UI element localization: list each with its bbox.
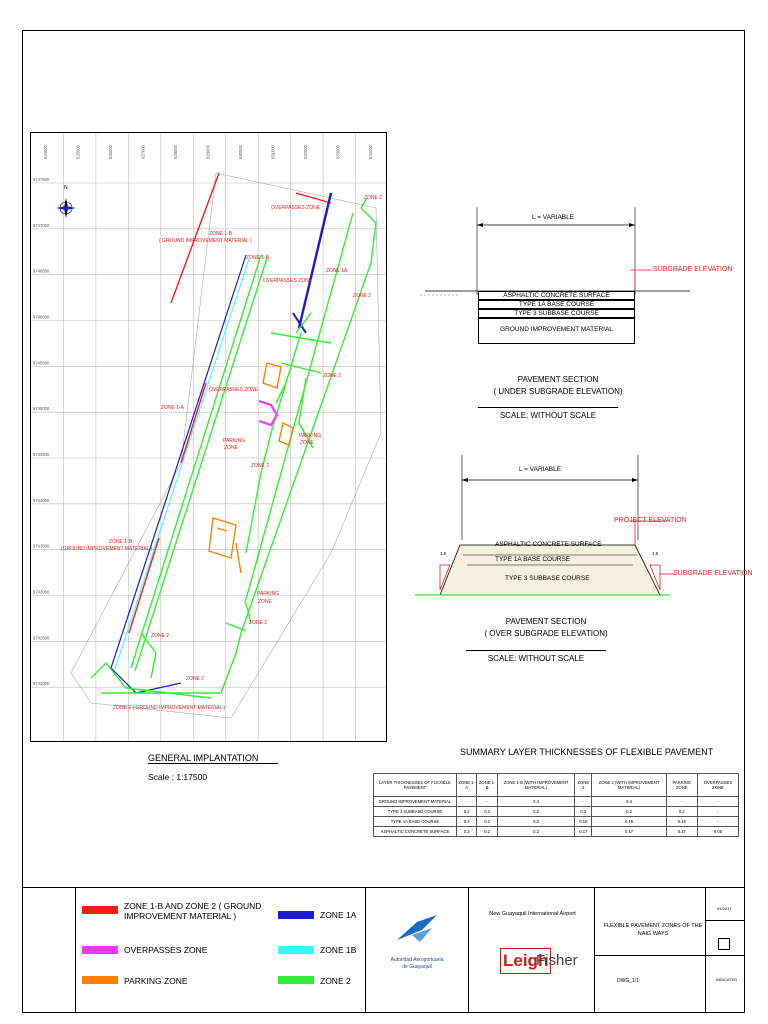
northing-label: 9743000 [33, 589, 50, 595]
zone-2-east2-label: ZONE 2 [323, 373, 342, 379]
section1-layer-base: TYPE 1A BASE COURSE [478, 300, 635, 309]
section1-layer-asphalt: ASPHALTIC CONCRETE SURFACE [478, 291, 635, 300]
table-cell: ASPHALTIC CONCRETE SURFACE [374, 827, 457, 837]
easting-label: 631000 [270, 145, 276, 159]
northing-label: 9747500 [33, 177, 50, 182]
section1-title: PAVEMENT SECTION [517, 375, 599, 384]
legend-label-zone-1b: ZONE 1B [320, 945, 357, 955]
table-header: ZONE 2 (WITH IMPROVEMENT MATERIAL) [592, 774, 666, 797]
zone-1b-sw-note: (GROUND IMPROVEMENT MATERIAL ) [61, 546, 153, 552]
table-header: ZONE 1-A [456, 774, 476, 797]
section2-layer-asphalt: ASPHALTIC CONCRETE SURFACE [495, 541, 602, 548]
table-row [374, 807, 739, 817]
section2-slope-right: 1.5 [652, 551, 659, 556]
section2-slope-left: 1.5 [440, 551, 447, 556]
table-row [374, 797, 739, 807]
easting-label: 626000 [108, 145, 114, 159]
northing-label: 9744500 [33, 452, 50, 457]
authority-name-line1: Autoridad Aeroportuaria [390, 957, 444, 963]
northing-label: 9744000 [33, 497, 50, 503]
north-label: N [64, 185, 68, 191]
legend-swatch-orange [82, 976, 118, 984]
section2-subgrade-label: SUBGRADE ELEVATION [673, 570, 753, 577]
zone-1b-top-note: ( GROUND IMPROVEMENT MATERIAL ) [159, 238, 252, 244]
northing-label: 9747000 [33, 222, 50, 228]
zone-1b-sw-label: ZONE 1-B [109, 539, 133, 545]
parking-label-1: PARKING [223, 438, 246, 444]
table-cell: GROUND IMPROVEMENT MATERIAL [374, 797, 457, 807]
parking-label-1b: ZONE [224, 445, 238, 451]
table-row [374, 827, 739, 837]
northing-label: 9746000 [33, 314, 50, 320]
section2-scale: SCALE: WITHOUT SCALE [466, 650, 606, 664]
table-cell: 0.2 [456, 807, 476, 817]
zone-1b-top-label: ZONE 1-B [209, 231, 233, 237]
table-row [374, 817, 739, 827]
zone-2-ss-label: ZONE 2 [186, 676, 205, 682]
zone-2-sw-label: ZONE 2 [151, 633, 170, 639]
zone-1b-mid-label: ZONE 1-B [246, 255, 270, 261]
table-header: LAYER THICKNESSES OF FLEXIBLE PAVEMENT [374, 774, 457, 797]
easting-label: 634000 [367, 145, 373, 159]
overpasses-center-label: OVERPASSES ZONE [209, 387, 259, 393]
overpasses-zone-shape [259, 401, 277, 425]
northing-label: 9745500 [33, 360, 50, 366]
overpasses-mid-label: OVERPASSES ZONE [263, 278, 313, 284]
easting-label: 633000 [335, 145, 341, 159]
table-cell: 0.2 [477, 817, 497, 827]
table-cell: - [575, 797, 592, 807]
general-implantation-map [30, 132, 387, 742]
title-block-top-border [22, 887, 745, 888]
table-cell: 0.4 [592, 797, 666, 807]
summary-table [373, 773, 739, 837]
section1-subtitle: ( UNDER SUBGRADE ELEVATION) [493, 387, 623, 396]
drawing-title: FLEXIBLE PAVEMENT ZONES OF THE NAIG WAYS [603, 923, 703, 937]
zone-2-east-label: ZONE 2 [353, 293, 372, 299]
summary-title: SUMMARY LAYER THICKNESSES OF FLEXIBLE PAVEMENT [460, 747, 714, 757]
title-block-divider [75, 888, 76, 1012]
title-block-divider [594, 955, 745, 956]
easting-label: 625000 [75, 145, 81, 159]
section1-layer-subbase: TYPE 3 SUBBASE COURSE [478, 309, 635, 318]
legend-label-overpasses: OVERPASSES ZONE [124, 945, 208, 955]
table-cell: 0.15 [575, 817, 592, 827]
implantation-title: GENERAL IMPLANTATION [148, 753, 278, 764]
northing-label: 9742500 [33, 635, 50, 641]
section2-layer-base: TYPE 1A BASE COURSE [495, 556, 571, 563]
table-cell: 0.2 [497, 827, 574, 837]
table-header: ZONE 2 [575, 774, 592, 797]
table-cell: 0.05 [697, 827, 738, 837]
easting-label: 629000 [205, 145, 211, 159]
table-header: OVERPASSES ZONE [697, 774, 738, 797]
easting-label: 624000 [43, 145, 49, 159]
parking-label-2: PARKING [299, 433, 322, 439]
table-cell: 0.17 [666, 827, 697, 837]
drawing-scale: INDICATED [716, 977, 738, 982]
northing-label: 9745000 [33, 406, 50, 412]
legend-swatch-magenta [82, 946, 118, 954]
easting-label: 627000 [140, 145, 146, 159]
northing-label: 9742000 [33, 681, 50, 687]
northing-label: 9743500 [33, 543, 50, 549]
table-cell: - [666, 797, 697, 807]
section2-dimension: L = VARIABLE [519, 466, 562, 473]
pavement-section-over-drawing [405, 455, 735, 605]
airport-authority-logo-icon [392, 910, 442, 950]
overpasses-north-label: OVERPASSES ZONE [271, 205, 321, 211]
legend-swatch-green [278, 976, 314, 984]
zone-1a-west-label: ZONE 1-A [161, 405, 185, 411]
easting-label: 628000 [173, 145, 179, 159]
table-cell: 0.4 [497, 797, 574, 807]
section2-title: PAVEMENT SECTION [505, 617, 587, 626]
legend-label-ground-improvement: ZONE 1-B AND ZONE 2 ( GROUND IMPROVEMENT MATERIAL ) [124, 901, 262, 921]
zone-2-ne-label: ZONE 2 [364, 195, 383, 201]
legend-swatch-blue [278, 911, 314, 919]
zone-1b-ground-improvement-south [129, 538, 159, 633]
table-header: ZONE 1-B [477, 774, 497, 797]
project-name: New Guayaquil International Airport [489, 911, 576, 917]
table-cell: 0.15 [592, 817, 666, 827]
title-block-divider [705, 920, 745, 921]
title-block-divider [594, 888, 595, 1012]
parking-label-3: PARKING [257, 591, 280, 597]
legend-label-zone-2: ZONE 2 [320, 976, 351, 986]
table-cell: 0.2 [666, 807, 697, 817]
table-header: PARKING ZONE [666, 774, 697, 797]
table-cell: 0.17 [592, 827, 666, 837]
table-cell: - [697, 797, 738, 807]
zone-1a-label: ZONE 1A [326, 268, 348, 274]
drawing-number: DWG_1/1 [617, 978, 639, 984]
section1-dimension: L = VARIABLE [532, 214, 575, 221]
implantation-scale: Scale : 1:17500 [148, 772, 208, 782]
zone-2-south-label: ZONE 2 [249, 620, 268, 626]
consultant-logo-fisher: Fisher [536, 952, 578, 969]
section1-scale: SCALE: WITHOUT SCALE [478, 407, 618, 421]
title-block-divider [705, 888, 706, 1012]
section2-layer-subbase: TYPE 3 SUBBASE COURSE [505, 575, 590, 582]
easting-label: 632000 [302, 145, 308, 159]
easting-label: 630000 [237, 145, 243, 159]
table-cell: 0.2 [592, 807, 666, 817]
table-cell: TYPE 1A BASE COURSE [374, 817, 457, 827]
table-cell: TYPE 3 SUBBASE COURSE [374, 807, 457, 817]
table-cell: 0.2 [477, 807, 497, 817]
drawing-date: 04/2017 [717, 906, 732, 911]
zone-2-bottom-label: ZONE 2 ( GROUND IMPROVEMENT MATERIAL ) [113, 705, 226, 711]
legend-label-parking: PARKING ZONE [124, 976, 188, 986]
table-header: ZONE 1-B (WITH IMPROVEMENT MATERIAL) [497, 774, 574, 797]
table-cell: 0.2 [456, 827, 476, 837]
section2-project-label: PROJECT ELEVATION [614, 517, 687, 524]
table-cell: - [697, 807, 738, 817]
consultant-logo-leigh: Leigh [500, 948, 551, 974]
revision-box [718, 938, 730, 950]
northing-label: 9746500 [33, 268, 50, 274]
table-cell: 0.15 [666, 817, 697, 827]
table-cell: - [697, 817, 738, 827]
legend-swatch-cyan [278, 946, 314, 954]
section1-layer-ground: GROUND IMPROVEMENT MATERIAL [478, 318, 635, 344]
north-arrow-icon [56, 198, 76, 218]
authority-name-line2: de Guayaquil [402, 964, 432, 970]
title-block-divider [468, 888, 469, 1012]
table-cell: 0.2 [456, 817, 476, 827]
table-cell: 0.3 [575, 807, 592, 817]
table-cell: 0.17 [575, 827, 592, 837]
table-cell: - [477, 797, 497, 807]
parking-label-2b: ZONE [300, 440, 314, 446]
parking-label-3b: ZONE [258, 599, 272, 605]
legend-swatch-red [82, 906, 118, 914]
legend-label-zone-1a: ZONE 1A [320, 910, 357, 920]
title-block-divider [365, 888, 366, 1012]
table-cell: 0.2 [477, 827, 497, 837]
section2-subtitle: ( OVER SUBGRADE ELEVATION) [484, 629, 608, 638]
section1-subgrade-label: SUBGRADE ELEVATION [653, 266, 733, 273]
table-header-row [374, 774, 739, 797]
zone-2-center-label: ZONE 2 [251, 463, 270, 469]
site-plan-drawing [31, 133, 387, 742]
table-cell: 0.2 [497, 807, 574, 817]
table-cell: - [456, 797, 476, 807]
table-cell: 0.2 [497, 817, 574, 827]
